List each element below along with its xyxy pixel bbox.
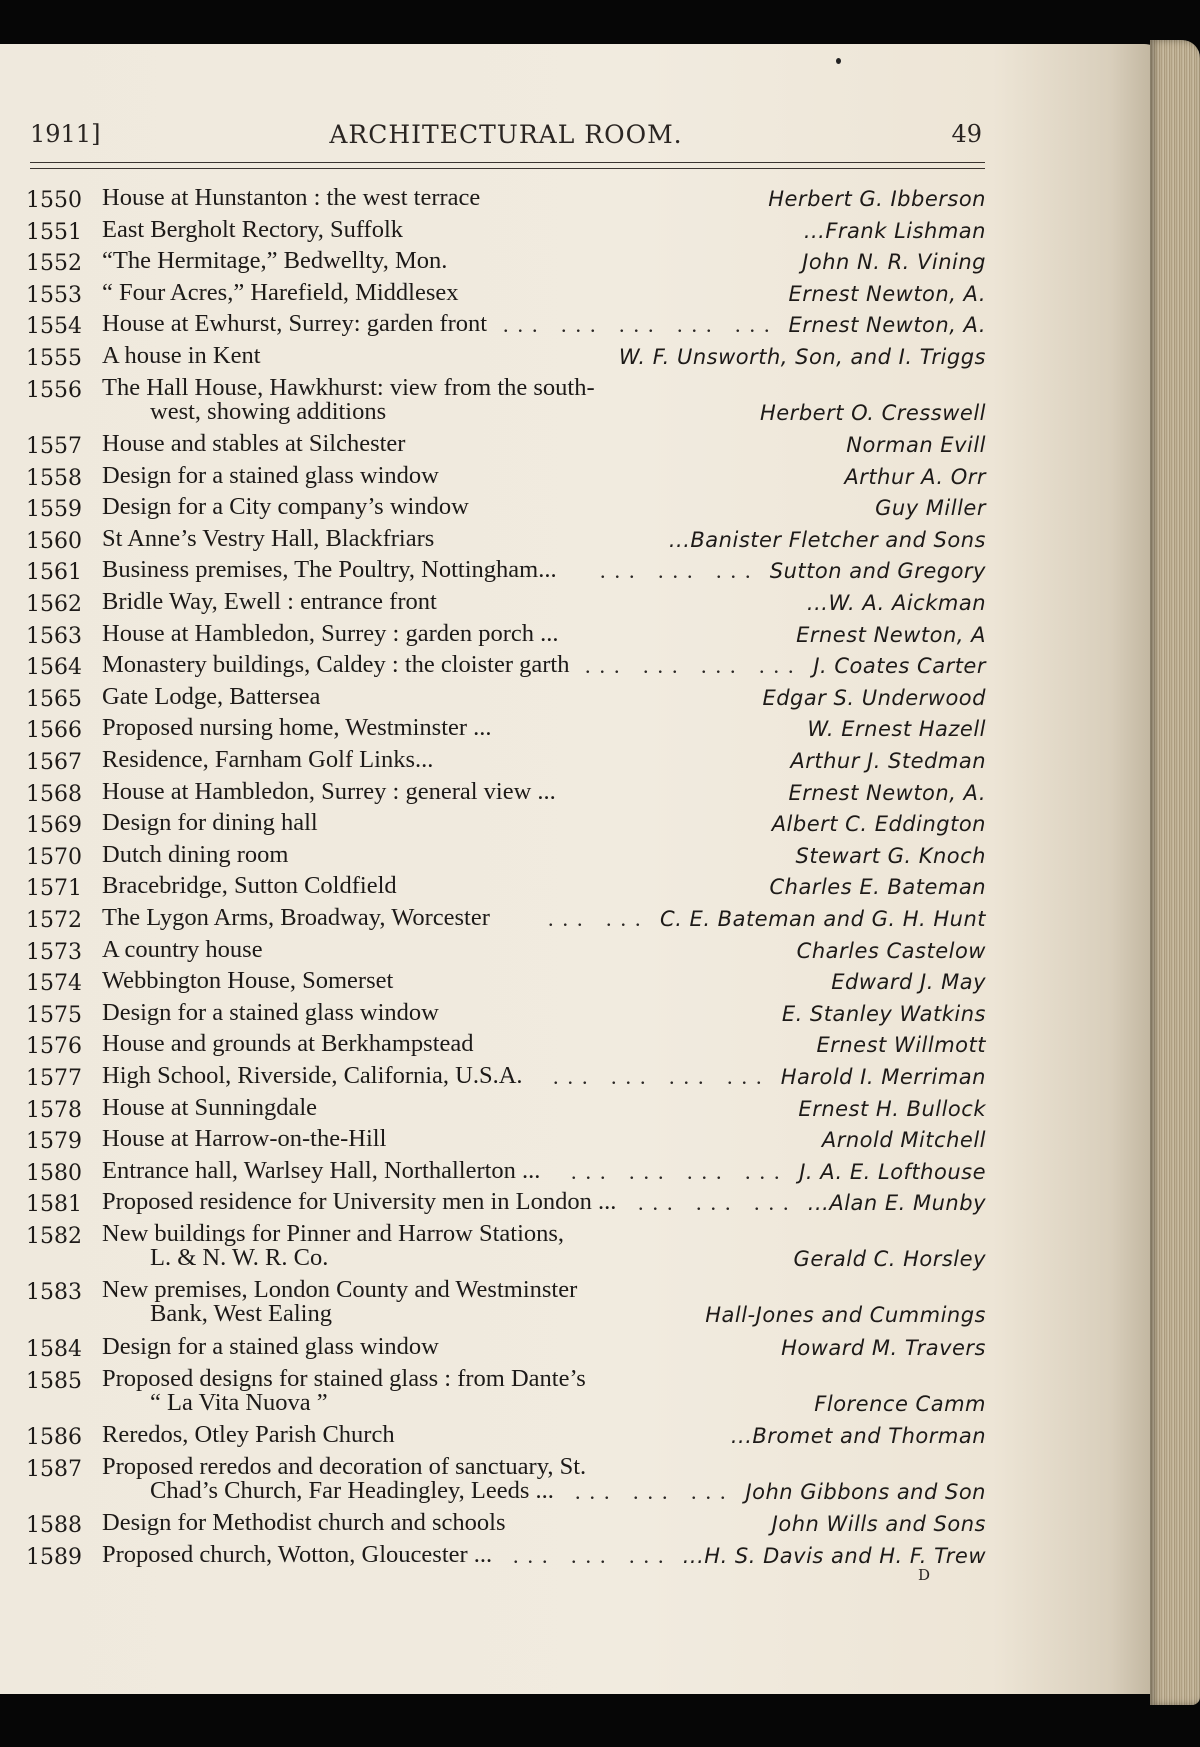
entry-title: Proposed nursing home, Westminster ... [102,714,492,742]
entry-title: Dutch dining room [102,840,289,868]
catalogue-entry [26,430,986,462]
dot-leader: ... ... ... ... [571,1158,789,1184]
entry-architect: E. Stanley Watkins [781,1001,986,1026]
entry-number: 1558 [26,465,82,491]
entry-architect: Herbert G. Ibberson [768,187,986,211]
entry-title-continued: “ La Vita Nuova ” [150,1388,328,1416]
entry-title: Bracebridge, Sutton Coldfield [102,872,397,900]
entry-title: Proposed residence for University men in London ... [102,1188,617,1216]
catalogue-entry [26,683,986,715]
entry-number: 1563 [26,623,82,649]
entry-title-continued: Chad’s Church, Far Headingley, Leeds ... [150,1476,554,1504]
entry-title: Design for a stained glass window [102,1332,439,1360]
entry-number: 1577 [26,1065,82,1091]
entry-title-continued: Bank, West Ealing [150,1300,332,1328]
entry-number: 1580 [26,1160,82,1186]
header-title: ARCHITECTURAL ROOM. [329,120,683,149]
entry-title: House and stables at Silchester [102,430,406,458]
dot-leader: ... ... ... ... [585,653,803,679]
entry-number: 1550 [26,188,82,213]
entry-number: 1579 [26,1129,82,1155]
entry-title: House and grounds at Berkhampstead [102,1030,474,1058]
entry-number: 1588 [26,1513,82,1539]
catalogue-entry [26,588,986,620]
entry-number: 1569 [26,813,82,839]
dot-leader: ... ... ... [600,558,760,584]
catalogue-entry [26,374,986,431]
entry-number: 1572 [26,907,82,933]
catalogue-entry [26,904,986,936]
entry-architect: Hall-Jones and Cummings [705,1303,986,1328]
entry-number: 1589 [26,1544,82,1570]
page-number: 49 [951,120,982,148]
catalogue-entry [26,279,986,311]
entry-number: 1557 [26,434,82,460]
entry-title: A house in Kent [102,341,261,369]
entry-number: 1576 [26,1034,82,1060]
catalogue-entry [26,1276,986,1333]
catalogue-entry [26,310,986,342]
catalogue-entry [26,1365,986,1422]
entry-architect: Florence Camm [814,1391,986,1416]
entry-number: 1578 [26,1097,82,1123]
catalogue-entry [26,1509,986,1541]
entry-title: The Hall House, Hawkhurst: view from the south- [102,373,595,401]
entry-architect: W. F. Unsworth, Son, and I. Triggs [618,344,986,369]
entry-title: Proposed church, Wotton, Gloucester ... [102,1540,493,1568]
entry-number: 1586 [26,1425,82,1450]
catalogue-list [26,184,986,1572]
entry-architect: ...Alan E. Munby [807,1191,986,1216]
entry-architect: Arnold Mitchell [821,1128,986,1153]
entry-title: Business premises, The Poultry, Nottingham... [102,556,557,584]
entry-title: Proposed designs for stained glass : from Dante’s [102,1364,586,1392]
entry-title: Reredos, Otley Parish Church [102,1421,395,1448]
entry-number: 1574 [26,971,82,997]
catalogue-entry [26,936,986,968]
entry-title: New premises, London County and Westminster [102,1276,578,1304]
catalogue-entry [26,462,986,494]
entry-architect: Arthur J. Stedman [790,749,986,773]
entry-architect: C. E. Bateman and G. H. Hunt [660,906,986,931]
entry-number: 1584 [26,1336,82,1362]
entry-architect: Edgar S. Underwood [762,685,986,710]
entry-number: 1564 [26,655,82,681]
catalogue-entry [26,841,986,873]
entry-number: 1581 [26,1192,82,1218]
entry-title: “ Four Acres,” Harefield, Middlesex [102,278,459,306]
entry-architect: Gerald C. Horsley [793,1246,986,1271]
entry-title: East Bergholt Rectory, Suffolk [102,215,403,243]
entry-title-continued: west, showing additions [150,397,387,425]
entry-number: 1583 [26,1280,82,1306]
catalogue-entry [26,967,986,999]
entry-title: St Anne’s Vestry Hall, Blackfriars [102,524,435,552]
entry-number: 1582 [26,1223,82,1249]
entry-number: 1565 [26,686,82,712]
entry-number: 1555 [26,345,82,371]
entry-title: House at Hambledon, Surrey : garden porch ... [102,619,559,647]
entry-architect: J. A. E. Lofthouse [799,1159,986,1184]
dot-leader: ... ... ... [513,1542,673,1568]
catalogue-entry [26,1125,986,1157]
entry-architect: Ernest Newton, A [796,622,986,647]
page-edges [1150,40,1200,1705]
dot-leader: ... ... ... ... [553,1063,771,1089]
entry-architect: W. Ernest Hazell [807,717,986,742]
entry-title: The Lygon Arms, Broadway, Worcester [102,903,490,931]
entry-architect: ...Frank Lishman [803,218,986,243]
entry-title: Design for dining hall [102,809,318,837]
entry-architect: Ernest Newton, A. [788,281,986,306]
entry-title: Bridle Way, Ewell : entrance front [102,588,437,616]
entry-number: 1551 [26,219,82,245]
entry-architect: Sutton and Gregory [769,559,986,584]
entry-title: High School, Riverside, California, U.S.A. [102,1061,523,1089]
catalogue-entry [26,620,986,652]
entry-architect: John N. R. Vining [802,250,986,275]
catalogue-entry [26,999,986,1031]
entry-number: 1562 [26,592,82,618]
catalogue-entry [26,809,986,841]
entry-number: 1561 [26,560,82,586]
entry-number: 1575 [26,1002,82,1028]
catalogue-entry [26,1220,986,1277]
entry-architect: ...Bromet and Thorman [730,1424,986,1448]
entry-title: Design for Methodist church and schools [102,1509,506,1537]
entry-architect: ...Banister Fletcher and Sons [668,527,986,552]
entry-number: 1573 [26,939,82,965]
entry-architect: Guy Miller [875,496,986,521]
catalogue-entry [26,1188,986,1220]
entry-architect: Herbert O. Cresswell [759,400,986,425]
entry-title: Design for a City company’s window [102,493,469,521]
entry-title: House at Ewhurst, Surrey: garden front [102,310,488,338]
catalogue-entry [26,714,986,746]
catalogue-entry [26,872,986,904]
entry-title: “The Hermitage,” Bedwellty, Mon. [102,247,448,275]
entry-title-continued: L. & N. W. R. Co. [150,1243,329,1271]
catalogue-entry [26,184,986,216]
entry-architect: ...H. S. Davis and H. F. Trew [682,1543,986,1568]
entry-architect: Ernest Willmott [816,1033,986,1058]
entry-architect: Ernest Newton, A. [788,313,986,338]
entry-architect: Howard M. Travers [781,1335,986,1360]
entry-number: 1556 [26,377,82,403]
catalogue-entry [26,651,986,683]
entry-architect: Ernest Newton, A. [788,780,986,805]
entry-architect: Stewart G. Knoch [795,843,986,868]
catalogue-entry [26,1421,986,1453]
entry-architect: Ernest H. Bullock [798,1096,986,1121]
entry-architect: Albert C. Eddington [771,812,986,837]
entry-architect: ...W. A. Aickman [806,591,986,616]
signature-mark: D [918,1566,931,1584]
entry-number: 1568 [26,781,82,807]
header-double-rule [30,162,985,169]
entry-title: Design for a stained glass window [102,998,439,1026]
dot-leader: ... ... ... [575,1478,735,1504]
entry-architect: Harold I. Merriman [780,1064,986,1089]
dot-leader: ... ... ... [638,1190,798,1216]
entry-number: 1567 [26,750,82,775]
dot-leader: ... ... [548,905,650,931]
entry-number: 1585 [26,1368,82,1394]
entry-number: 1559 [26,497,82,523]
entry-title: House at Hambledon, Surrey : general view ... [102,777,556,805]
entry-architect: Charles E. Bateman [769,875,986,900]
dot-leader: ... ... ... ... ... [503,312,779,338]
catalogue-entry [26,1062,986,1094]
entry-title: Entrance hall, Warlsey Hall, Northallerton ... [102,1156,541,1184]
entry-title: House at Harrow-on-the-Hill [102,1125,387,1153]
entry-number: 1560 [26,528,82,554]
entry-architect: Arthur A. Orr [844,464,986,489]
entry-number: 1570 [26,844,82,870]
entry-number: 1553 [26,282,82,308]
entry-title: Gate Lodge, Battersea [102,682,321,710]
entry-number: 1566 [26,718,82,744]
catalogue-entry [26,556,986,588]
catalogue-entry [26,746,986,778]
entry-architect: Charles Castelow [796,938,986,963]
entry-number: 1571 [26,876,82,902]
catalogue-entry [26,493,986,525]
entry-architect: John Gibbons and Son [745,1479,986,1504]
entry-title: House at Sunningdale [102,1093,318,1121]
catalogue-entry [26,525,986,557]
catalogue-entry [26,247,986,279]
ink-speck [836,58,841,64]
entry-title: A country house [102,935,263,963]
entry-title: New buildings for Pinner and Harrow Stations, [102,1219,565,1247]
entry-title: Webbington House, Somerset [102,967,394,995]
entry-title: Design for a stained glass window [102,461,439,489]
catalogue-entry [26,1541,986,1573]
catalogue-entry [26,1333,986,1365]
entry-architect: John Wills and Sons [771,1512,986,1537]
entry-number: 1554 [26,314,82,340]
entry-title: Monastery buildings, Caldey : the cloister garth [102,651,570,679]
entry-architect: Norman Evill [846,433,986,458]
catalogue-entry [26,1157,986,1189]
entry-title: Residence, Farnham Golf Links... [102,746,434,773]
catalogue-entry [26,1453,986,1510]
catalogue-entry [26,1094,986,1126]
catalogue-entry [26,216,986,248]
entry-architect: Edward J. May [831,970,986,995]
entry-title: Proposed reredos and decoration of sanctuary, St. [102,1452,587,1480]
catalogue-entry [26,778,986,810]
catalogue-entry [26,342,986,374]
header-year: 1911] [30,120,101,148]
entry-architect: J. Coates Carter [813,654,986,679]
catalogue-entry [26,1030,986,1062]
running-header [30,120,982,156]
entry-number: 1552 [26,251,82,277]
entry-title: House at Hunstanton : the west terrace [102,184,481,211]
entry-number: 1587 [26,1456,82,1482]
